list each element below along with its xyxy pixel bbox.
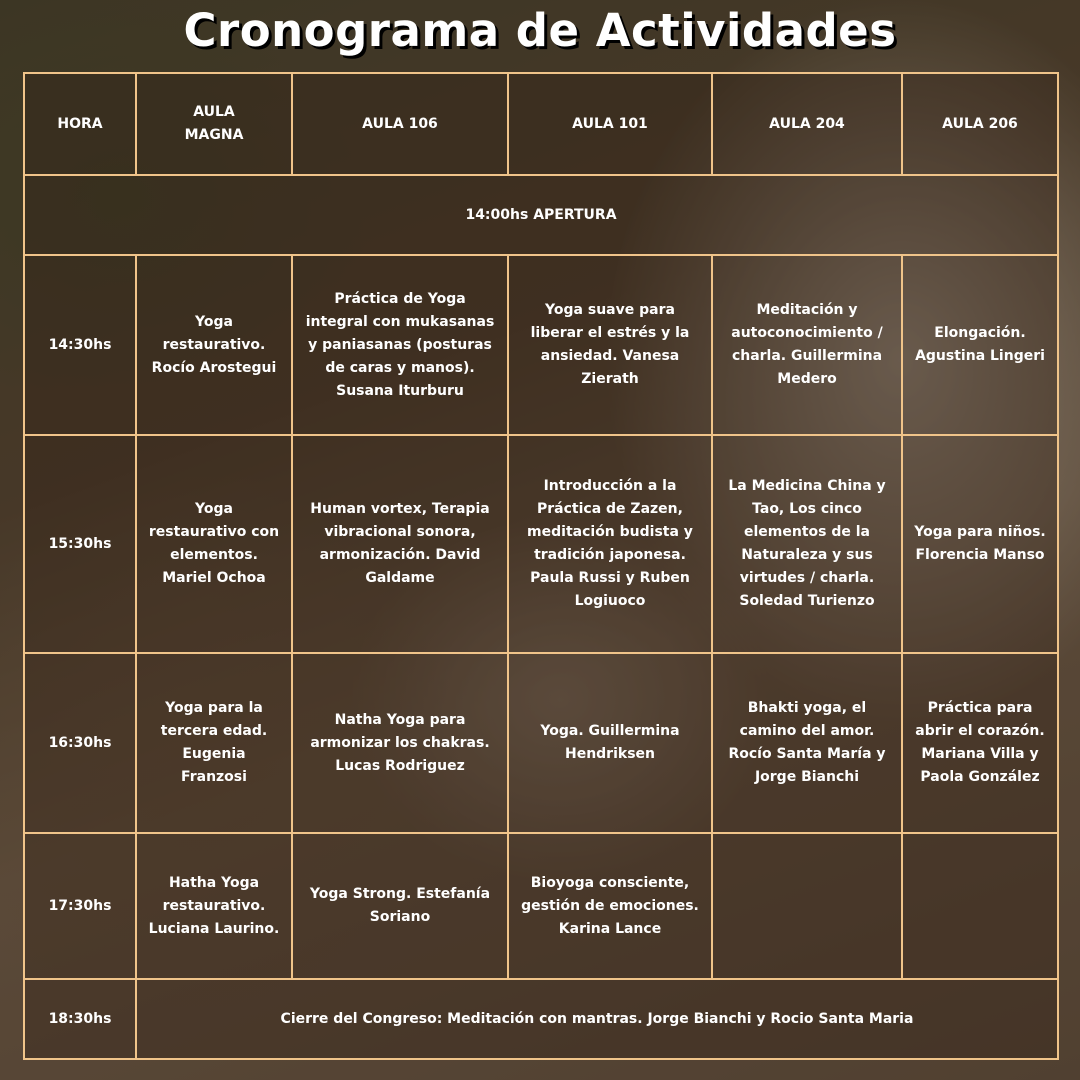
closing-row [24,979,1058,1059]
activity-cell: Bioyoga consciente, gestión de emociones. Karina Lance [508,833,712,979]
closing-time-cell: 18:30hs [24,979,136,1059]
activity-cell [902,833,1058,979]
table-row [24,255,1058,435]
activity-cell: Natha Yoga para armonizar los chakras. Lucas Rodriguez [292,653,508,833]
header-aula-206: AULA 206 [902,73,1058,175]
header-aula-106: AULA 106 [292,73,508,175]
activity-cell: Introducción a la Práctica de Zazen, meditación budista y tradición japonesa. Paula Russi y Ruben Logiuoco [508,435,712,653]
header-row [24,73,1058,175]
header-aula-magna: AULA MAGNA [136,73,292,175]
header-aula-101: AULA 101 [508,73,712,175]
table-row [24,435,1058,653]
schedule-table [23,72,1059,1060]
page-title: Cronograma de Actividades [183,4,897,57]
opening-row [24,175,1058,255]
header-hora: HORA [24,73,136,175]
activity-cell: Hatha Yoga restaurativo. Luciana Laurino. [136,833,292,979]
header-aula-204: AULA 204 [712,73,902,175]
time-cell: 17:30hs [24,833,136,979]
time-cell: 14:30hs [24,255,136,435]
activity-cell: Yoga restaurativo con elementos. Mariel Ochoa [136,435,292,653]
activity-cell: Práctica para abrir el corazón. Mariana Villa y Paola González [902,653,1058,833]
time-cell: 16:30hs [24,653,136,833]
closing-cell: Cierre del Congreso: Meditación con mantras. Jorge Bianchi y Rocio Santa Maria [136,979,1058,1059]
activity-cell: Elongación. Agustina Lingeri [902,255,1058,435]
activity-cell: Yoga Strong. Estefanía Soriano [292,833,508,979]
activity-cell: Yoga. Guillermina Hendriksen [508,653,712,833]
table-row [24,653,1058,833]
activity-cell: Meditación y autoconocimiento / charla. Guillermina Medero [712,255,902,435]
table-row [24,833,1058,979]
activity-cell: Human vortex, Terapia vibracional sonora, armonización. David Galdame [292,435,508,653]
activity-cell: La Medicina China y Tao, Los cinco elementos de la Naturaleza y sus virtudes / charla. Soledad Turienzo [712,435,902,653]
activity-cell: Yoga para niños. Florencia Manso [902,435,1058,653]
time-cell: 15:30hs [24,435,136,653]
activity-cell: Yoga para la tercera edad. Eugenia Franzosi [136,653,292,833]
activity-cell: Práctica de Yoga integral con mukasanas y paniasanas (posturas de caras y manos). Susana Iturburu [292,255,508,435]
opening-cell: 14:00hs APERTURA [24,175,1058,255]
activity-cell: Yoga suave para liberar el estrés y la ansiedad. Vanesa Zierath [508,255,712,435]
activity-cell [712,833,902,979]
activity-cell: Bhakti yoga, el camino del amor. Rocío Santa María y Jorge Bianchi [712,653,902,833]
activity-cell: Yoga restaurativo. Rocío Arostegui [136,255,292,435]
